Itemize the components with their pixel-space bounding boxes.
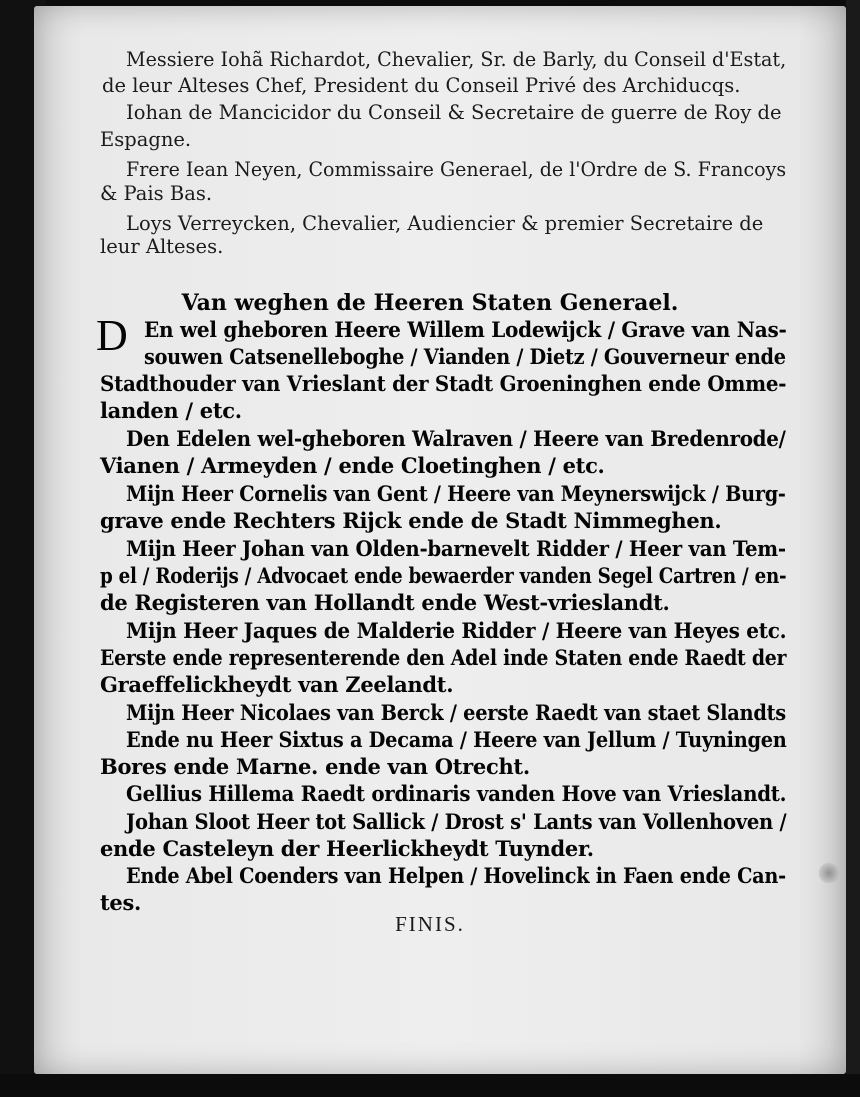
- text-line: Stadthouder van Vrieslant der Stadt Groeninghen ende Omme-: [100, 371, 787, 396]
- text-line: Mijn Heer Jaques de Malderie Ridder / Heere van Heyes etc.: [126, 618, 787, 643]
- text-line: Bores ende Marne. ende van Otrecht.: [100, 754, 530, 779]
- text-line: ende Casteleyn der Heerlickheydt Tuynder.: [100, 836, 594, 861]
- finis-mark: FINIS.: [395, 912, 465, 936]
- text-line: Espagne.: [100, 128, 192, 151]
- text-line: Johan Sloot Heer tot Sallick / Drost s' Lants van Vollenhoven /: [126, 809, 787, 834]
- text-line: & Pais Bas.: [100, 182, 213, 205]
- text-line: Vianen / Armeyden / ende Cloetinghen / etc.: [100, 453, 605, 478]
- text-line: Messiere Iohã Richardot, Chevalier, Sr. de Barly, du Conseil d'Estat,: [126, 48, 787, 71]
- text-line: Ende Abel Coenders van Helpen / Hovelinck in Faen ende Can-: [126, 863, 786, 888]
- text-line: Graeffelickheydt van Zeelandt.: [100, 672, 454, 697]
- bottom-book-edge: [0, 1074, 860, 1097]
- text-line: Frere Iean Neyen, Commissaire Generael, de l'Ordre de S. Francoys: [126, 158, 787, 181]
- text-line: p el / Roderijs / Advocaet ende bewaerder vanden Segel Cartren / en-: [100, 563, 787, 588]
- text-line: En wel gheboren Heere Willem Lodewijck / Grave van Nas-: [144, 317, 787, 342]
- text-line: Gellius Hillema Raedt ordinaris vanden Hove van Vrieslandt.: [126, 781, 787, 806]
- text-line: Eerste ende representerende den Adel inde Staten ende Raedt der: [100, 645, 787, 670]
- text-line: tes.: [100, 890, 141, 915]
- text-line: Loys Verreycken, Chevalier, Audiencier & premier Secretaire de: [126, 212, 764, 235]
- text-line: Mijn Heer Nicolaes van Berck / eerste Raedt van staet Slandts: [126, 700, 786, 725]
- text-line: Ende nu Heer Sixtus a Decama / Heere van Jellum / Tuyningen: [126, 727, 787, 752]
- text-line: Mijn Heer Cornelis van Gent / Heere van Meynerswijck / Burg-: [126, 481, 786, 506]
- text-line: Mijn Heer Johan van Olden-barnevelt Ridder / Heer van Tem-: [126, 536, 786, 561]
- text-line: landen / etc.: [100, 398, 242, 423]
- text-line: Den Edelen wel-gheboren Walraven / Heere van Bredenrode/: [126, 426, 786, 451]
- text-line: souwen Catsenelleboghe / Vianden / Dietz / Gouverneur ende: [144, 344, 786, 369]
- text-line: leur Alteses.: [100, 235, 224, 258]
- text-line: Iohan de Mancicidor du Conseil & Secretaire de guerre de Roy de: [126, 101, 782, 124]
- text-line: de Registeren van Hollandt ende West-vrieslandt.: [100, 590, 670, 615]
- page-stain: [818, 862, 840, 884]
- text-line: grave ende Rechters Rijck ende de Stadt Nimmeghen.: [100, 508, 722, 533]
- drop-cap: D: [96, 311, 128, 360]
- section-heading: Van weghen de Heeren Staten Generael.: [181, 290, 679, 316]
- text-line: de leur Alteses Chef, President du Conseil Privé des Archiducqs.: [102, 74, 741, 97]
